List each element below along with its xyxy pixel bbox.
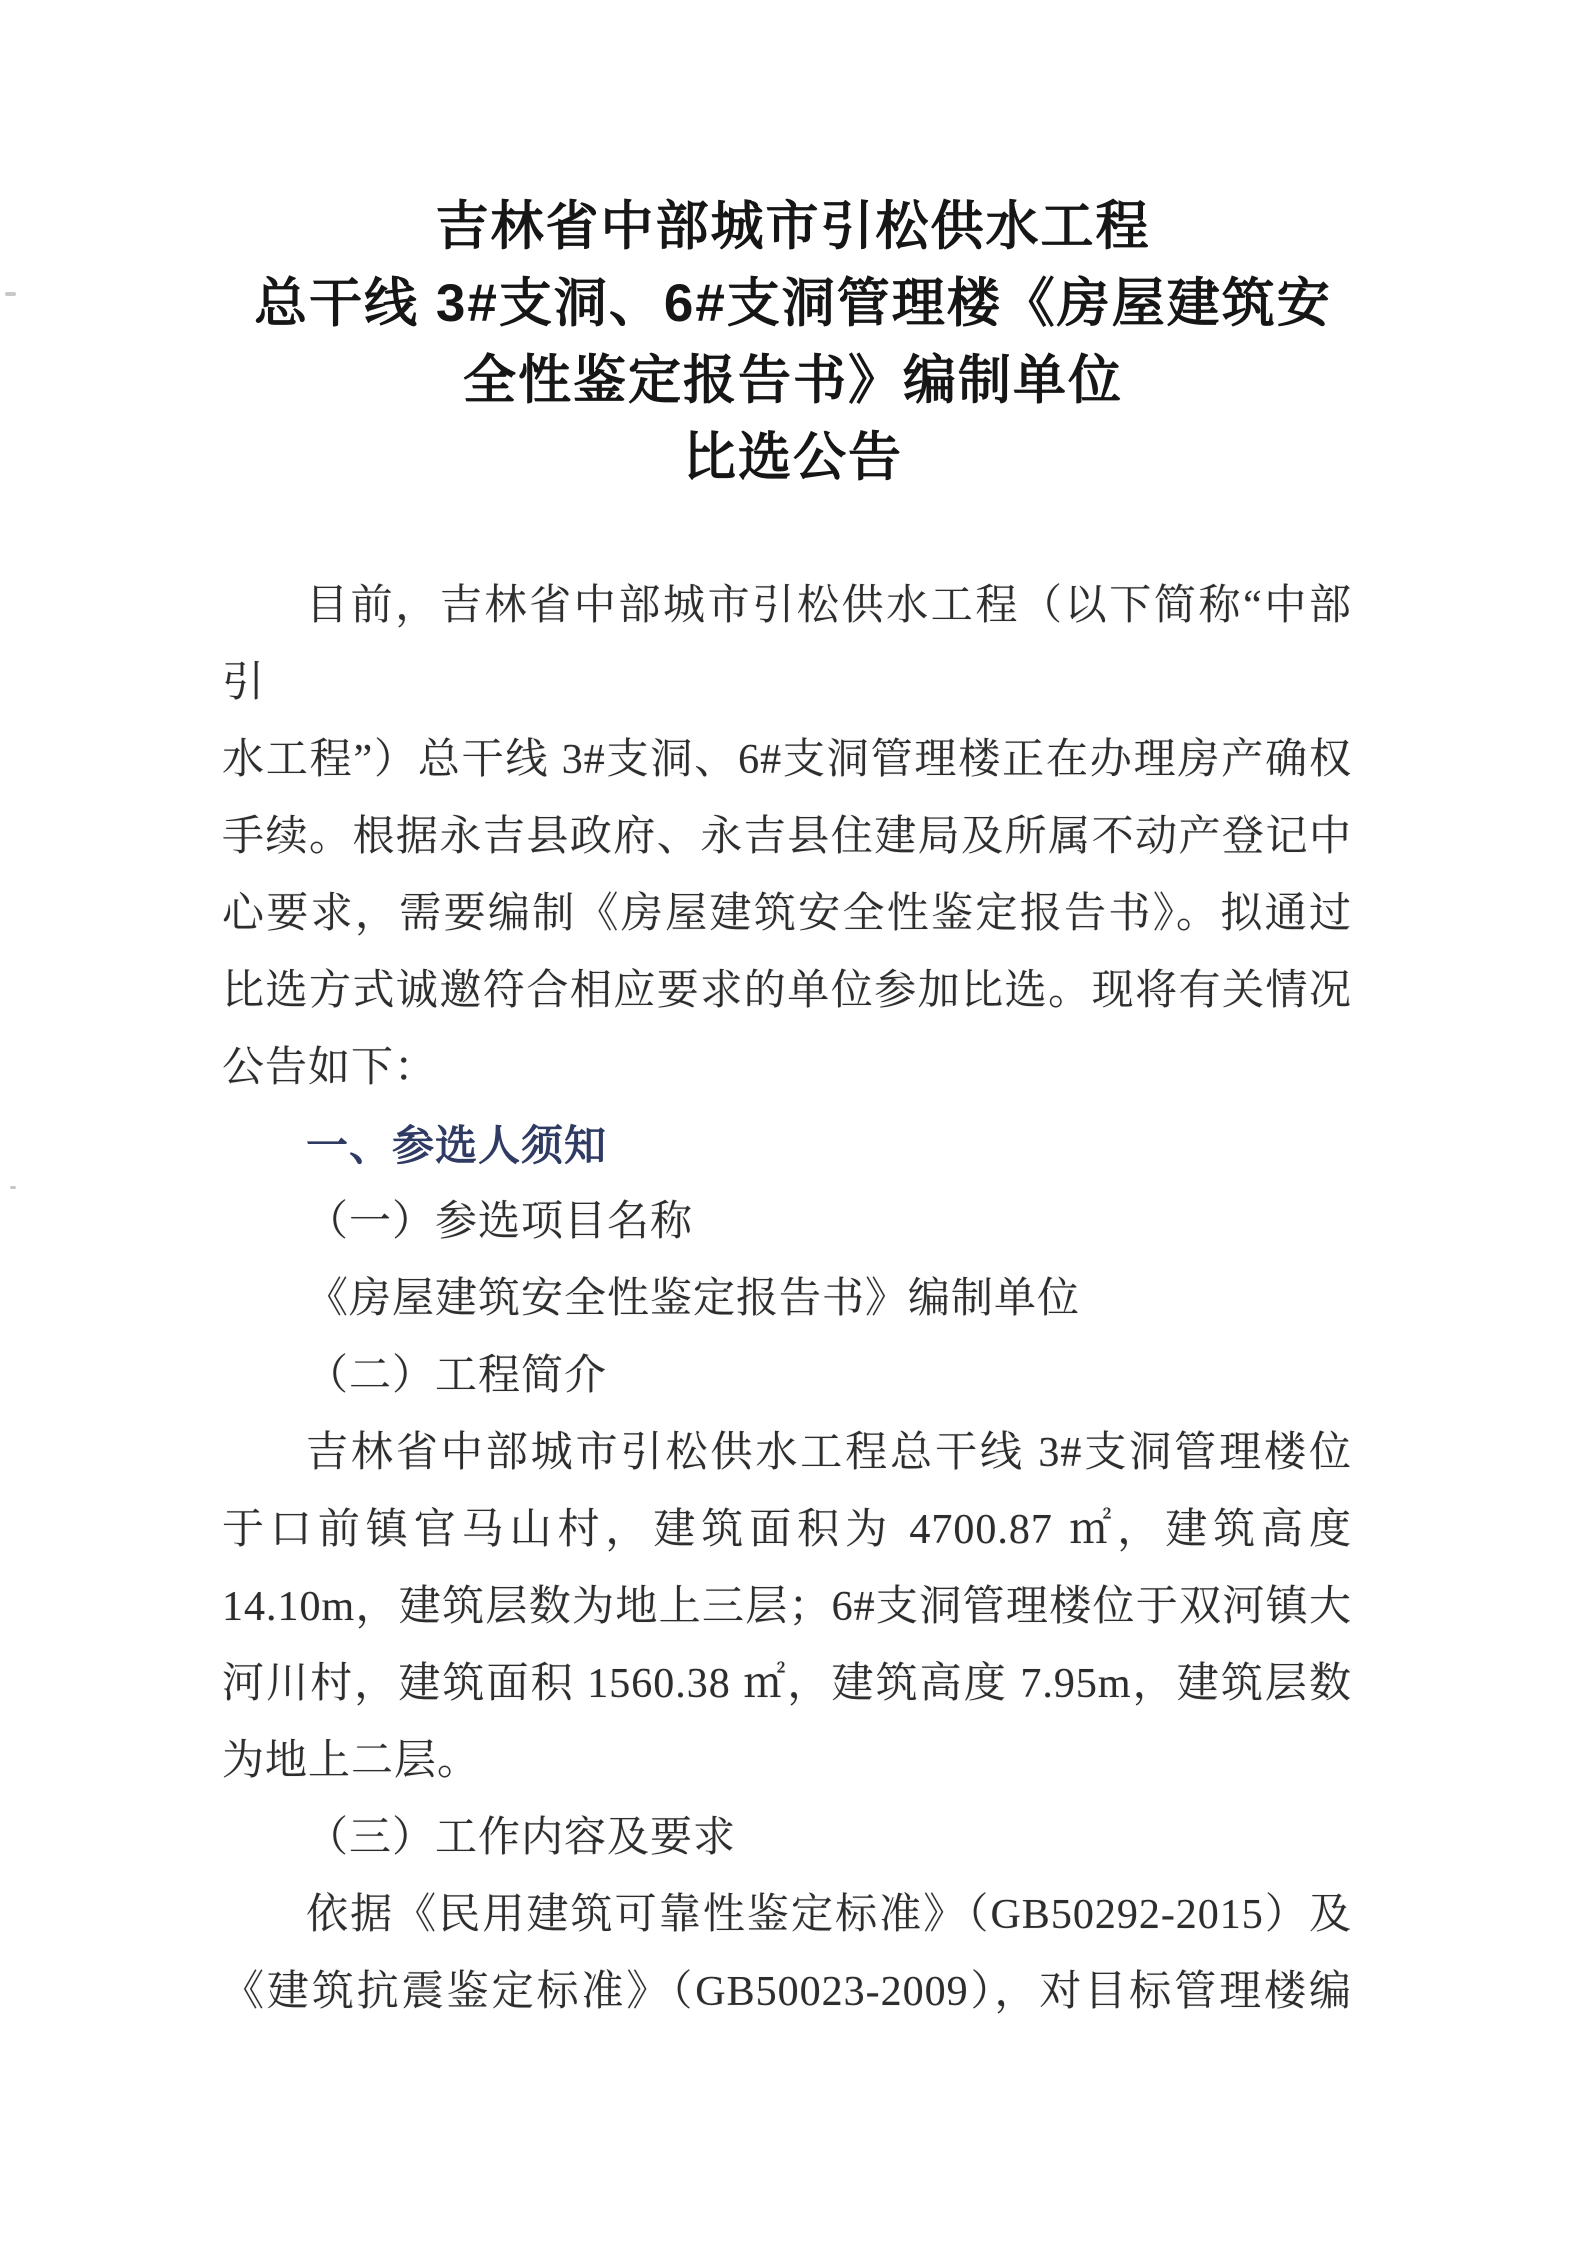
body-line: 公告如下： [222,1045,438,1091]
section-heading: 一、参选人须知 [306,1122,608,1169]
clause-heading: （三）工作内容及要求 [306,1815,737,1861]
clause-heading: （二）工程简介 [306,1353,608,1399]
body-line: 为地上二层。 [222,1738,481,1784]
body-line: 依据《民用建筑可靠性鉴定标准》（GB50292-2015）及 [306,1892,1352,1938]
title-line: 总干线 3#支洞、6#支洞管理楼《房屋建筑安 [254,274,1332,333]
title-line: 吉林省中部城市引松供水工程 [435,197,1151,256]
body-line: 于口前镇官马山村，建筑面积为 4700.87 ㎡，建筑高度 [222,1507,1352,1553]
body-line: 心要求，需要编制《房屋建筑安全性鉴定报告书》。拟通过 [222,891,1352,937]
body-line: 目前，吉林省中部城市引松供水工程（以下简称“中部引 [222,583,1352,706]
body-line: 吉林省中部城市引松供水工程总干线 3#支洞管理楼位 [306,1430,1352,1476]
announcement-title [0,0,1586,496]
body-line: 《房屋建筑安全性鉴定报告书》编制单位 [306,1276,1081,1322]
body-line: 14.10m，建筑层数为地上三层；6#支洞管理楼位于双河镇大 [222,1584,1352,1630]
announcement-body [222,568,1352,2031]
title-line: 全性鉴定报告书》编制单位 [463,351,1123,410]
body-line: 河川村，建筑面积 1560.38 ㎡，建筑高度 7.95m，建筑层数 [222,1661,1352,1707]
body-line: 手续。根据永吉县政府、永吉县住建局及所属不动产登记中 [222,814,1352,860]
body-line: 比选方式诚邀符合相应要求的单位参加比选。现将有关情况 [222,968,1352,1014]
clause-heading: （一）参选项目名称 [306,1199,694,1245]
scan-artifact [5,292,16,296]
body-line: 《建筑抗震鉴定标准》（GB50023-2009），对目标管理楼编 [222,1969,1352,2015]
scan-artifact [10,1186,16,1189]
title-line: 比选公告 [683,428,903,487]
body-line: 水工程”）总干线 3#支洞、6#支洞管理楼正在办理房产确权 [222,737,1352,783]
